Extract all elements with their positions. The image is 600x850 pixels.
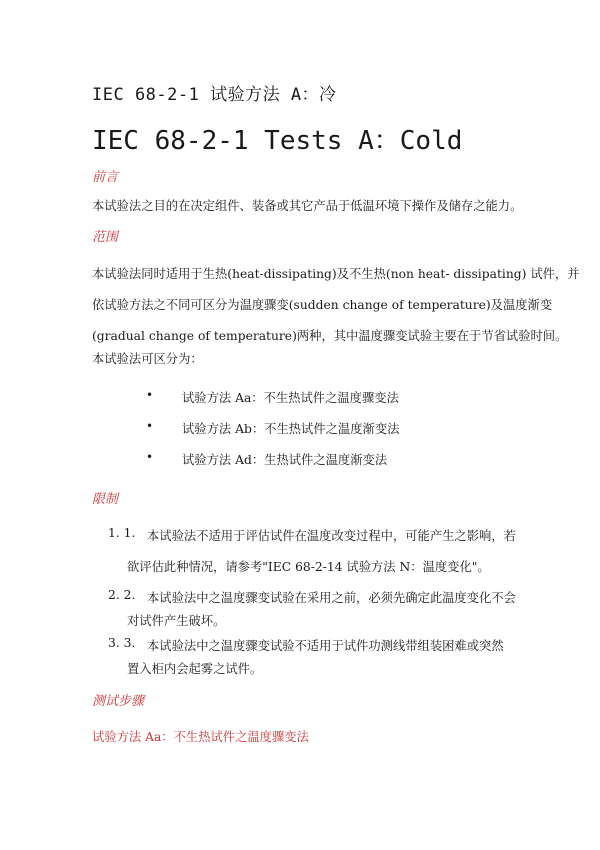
section-heading-procedure: 测试步骤 bbox=[92, 694, 145, 709]
limit-item-3-marker: 3. 3. bbox=[108, 636, 136, 650]
title-big: IEC 68-2-1 Tests A：Cold bbox=[92, 126, 463, 156]
scope-line-4: 本试验法可区分为： bbox=[92, 352, 203, 366]
preface-text: 本试验法之目的在决定组件、装备或其它产品于低温环境下操作及储存之能力。 bbox=[92, 199, 523, 213]
limit-item-2-line-2: 对试件产生破坏。 bbox=[127, 614, 226, 628]
scope-line-2: 依试验方法之不同可区分为温度骤变(sudden change of temperature)及温度渐变 bbox=[92, 298, 553, 312]
limit-item-1-marker: 1. 1. bbox=[108, 526, 136, 540]
limit-item-1-line-2: 欲评估此种情况，请参考"IEC 68-2-14 试验方法 N：温度变化"。 bbox=[127, 560, 490, 574]
scope-line-1: 本试验法同时适用于生热(heat-dissipating)及不生热(non heat- dissipating) 试件，并 bbox=[92, 267, 580, 281]
section-heading-scope: 范围 bbox=[92, 230, 119, 245]
limit-item-1-line-1: 本试验法不适用于评估试件在温度改变过程中，可能产生之影响，若 bbox=[147, 529, 516, 543]
bullet-item-aa: 试验方法 Aa：不生热试件之温度骤变法 bbox=[182, 391, 399, 405]
bullet-item-ab: 试验方法 Ab：不生热试件之温度渐变法 bbox=[182, 422, 400, 436]
bullet-item-ad: 试验方法 Ad：生热试件之温度渐变法 bbox=[182, 453, 388, 467]
procedure-subheading: 试验方法 Aa：不生热试件之温度骤变法 bbox=[92, 730, 309, 744]
limit-item-3-line-2: 置入柜内会起雾之试件。 bbox=[127, 662, 263, 676]
bullet-icon: • bbox=[146, 450, 154, 464]
bullet-icon: • bbox=[146, 419, 154, 433]
section-heading-preface: 前言 bbox=[92, 170, 119, 185]
scope-line-3: (gradual change of temperature)两种，其中温度骤变试验主要在于节省试验时间。 bbox=[92, 329, 568, 343]
limit-item-2-line-1: 本试验法中之温度骤变试验在采用之前，必须先确定此温度变化不会 bbox=[147, 591, 516, 605]
title-small: IEC 68-2-1 试验方法 A：冷 bbox=[92, 85, 337, 105]
limit-item-2-marker: 2. 2. bbox=[108, 588, 136, 602]
bullet-icon: • bbox=[146, 388, 154, 402]
section-heading-limits: 限制 bbox=[92, 492, 119, 507]
limit-item-3-line-1: 本试验法中之温度骤变试验不适用于试件功测线带组装困难或突然 bbox=[147, 639, 504, 653]
